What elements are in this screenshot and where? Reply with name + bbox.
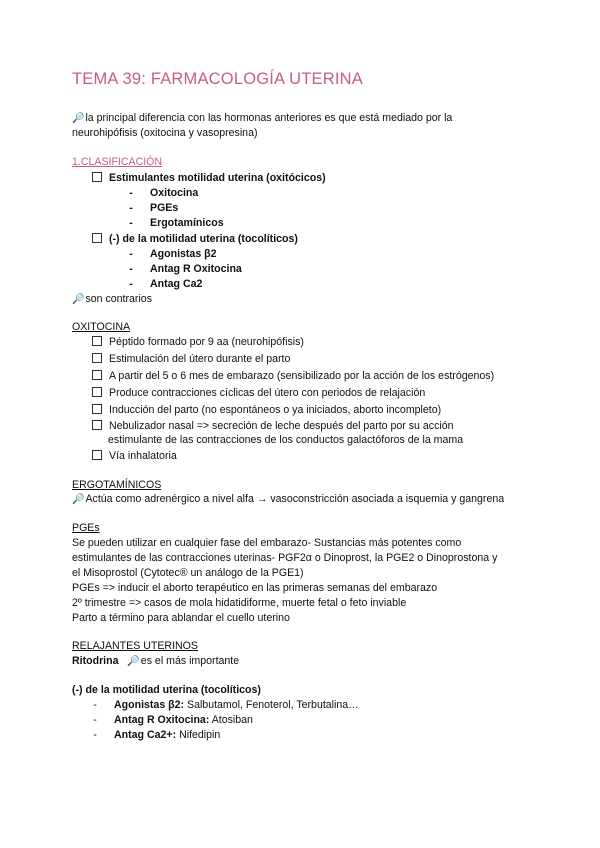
checkbox-icon (92, 336, 102, 346)
checkbox-icon (92, 450, 102, 460)
checklist-item: A partir del 5 o 6 mes de embarazo (sensibilizado por la acción de los estrógenos) (92, 369, 494, 384)
page-title: TEMA 39: FARMACOLOGÍA UTERINA (72, 70, 363, 88)
checkbox-icon (92, 233, 102, 243)
ergotaminicos-text: 🔎Actúa como adrenérgico a nivel alfa → vasoconstricción asociada a isquemia y gangrena (72, 493, 505, 505)
checklist-item: Péptido formado por 9 aa (neurohipófisis) (92, 335, 304, 350)
tocoliticos-heading: (-) de la motilidad uterina (tocolíticos) (72, 684, 261, 696)
pges-line: PGEs => inducir el aborto terapéutico en las primeras semanas del embarazo (72, 582, 438, 594)
list-item: - Antag R Oxitocina: Atosiban (93, 714, 253, 726)
pges-line: Parto a término para ablandar el cuello uterino (72, 612, 290, 624)
section-heading-pges: PGEs (72, 522, 100, 534)
list-item: - Antag R Oxitocina (129, 263, 242, 275)
checklist-item-continuation: estimulante de las contracciones de los conductos galactóforos de la mama (108, 434, 464, 446)
list-item: - Agonistas β2 (129, 248, 217, 260)
pges-line: Se pueden utilizar en cualquier fase del embarazo- Sustancias más potentes como (72, 537, 462, 549)
pges-line: el Misoprostol (Cytotec® un análogo de la PGE1) (72, 567, 304, 579)
intro-line-2: neurohipófisis (oxitocina y vasopresina) (72, 127, 258, 139)
class-group-1: Estimulantes motilidad uterina (oxitócicos) (92, 171, 326, 186)
intro-line-1: 🔎la principal diferencia con las hormonas anteriores es que está mediado por la (72, 112, 453, 124)
checklist-item: Vía inhalatoria (92, 449, 177, 464)
magnifier-icon: 🔎 (72, 294, 85, 305)
magnifier-icon: 🔎 (127, 656, 140, 667)
checklist-item: Nebulizador nasal => secreción de leche después del parto por su acción (92, 419, 454, 434)
checkbox-icon (92, 353, 102, 363)
pges-line: 2º trimestre => casos de mola hidatidiforme, muerte fetal o feto inviable (72, 597, 407, 609)
relajantes-line: Ritodrina 🔎es el más importante (72, 655, 240, 667)
list-item: - Antag Ca2+: Nifedipin (93, 729, 221, 741)
list-item: - Agonistas β2: Salbutamol, Fenoterol, Terbutalina… (93, 699, 359, 711)
list-item: - PGEs (129, 202, 179, 214)
class-group-2: (-) de la motilidad uterina (tocolíticos) (92, 232, 298, 247)
checkbox-icon (92, 370, 102, 380)
magnifier-icon: 🔎 (72, 494, 85, 505)
checkbox-icon (92, 172, 102, 182)
note-contrarios: 🔎son contrarios (72, 293, 152, 305)
section-heading-oxitocina: OXITOCINA (72, 321, 131, 333)
checklist-item: Inducción del parto (no espontáneos o ya iniciados, aborto incompleto) (92, 403, 441, 418)
section-heading-clasificacion: 1.CLASIFICACIÓN (72, 156, 163, 168)
checkbox-icon (92, 404, 102, 414)
list-item: - Oxitocina (129, 187, 199, 199)
pges-line: estimulantes de las contracciones uterinas- PGF2α o Dinoprost, la PGE2 o Dinoprostona y (72, 552, 498, 564)
list-item: - Ergotamínicos (129, 217, 224, 229)
list-item: - Antag Ca2 (129, 278, 203, 290)
checklist-item: Estimulación del útero durante el parto (92, 352, 290, 367)
section-heading-ergotaminicos: ERGOTAMÍNICOS (72, 479, 162, 491)
magnifier-icon: 🔎 (72, 113, 85, 124)
section-heading-relajantes: RELAJANTES UTERINOS (72, 640, 198, 652)
checklist-item: Produce contracciones cíclicas del útero con periodos de relajación (92, 386, 425, 401)
checkbox-icon (92, 387, 102, 397)
checkbox-icon (92, 420, 102, 430)
